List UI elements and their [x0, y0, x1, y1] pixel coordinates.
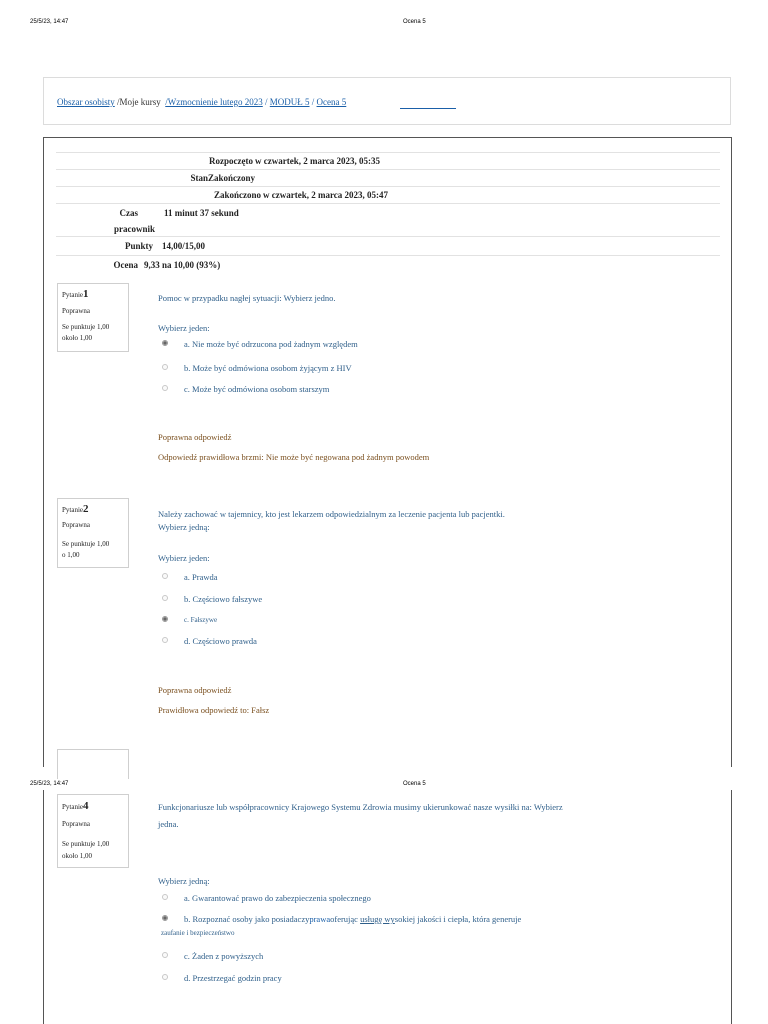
radio[interactable]: [162, 595, 168, 601]
breadcrumb-my-courses[interactable]: Moje kursy: [119, 97, 161, 107]
radio[interactable]: [162, 952, 168, 958]
question-info-2: Pytanie2 Poprawna Se punktuje 1,00 o 1,00: [57, 498, 129, 568]
breadcrumb-container: [43, 77, 731, 125]
feedback-right-answer: Prawidłowa odpowiedź to: Fałsz: [158, 705, 270, 715]
summary-row-points: Punkty 14,00/15,00: [56, 236, 720, 255]
radio[interactable]: [162, 364, 168, 370]
question-info-4: Pytanie4 Poprawna Se punktuje 1,00 około 1,00: [57, 794, 129, 868]
radio[interactable]: [162, 573, 168, 579]
radio-selected[interactable]: [162, 340, 168, 346]
question-status: Poprawna: [62, 521, 90, 529]
radio[interactable]: [162, 974, 168, 980]
radio[interactable]: [162, 385, 168, 391]
radio-selected[interactable]: [162, 616, 168, 622]
attempt-summary-table: [56, 152, 720, 276]
choose-prompt: Wybierz jeden:: [158, 323, 210, 333]
summary-row-grade: Ocena 9,33 na 10,00 (93%): [56, 255, 720, 276]
choose-prompt: Wybierz jedną:: [158, 876, 210, 886]
breadcrumb: Obszar osobisty /Moje kursy /Wzmocnienie lutego 2023 / MODUŁ 5 / Ocena 5: [57, 97, 347, 107]
question-text-4: Funkcjonariusze lub współpracownicy Krajowego Systemu Zdrowia musimy ukierunkować nasze wysiłki na: Wybierz: [158, 802, 563, 812]
summary-row-state: Stan Zakończony: [56, 169, 720, 186]
question-info-3: [57, 749, 129, 779]
question-info-1: Pytanie1 Poprawna Se punktuje 1,00 około 1,00: [57, 283, 129, 352]
summary-row-started: Rozpoczęto w czwartek, 2 marca 2023, 05:35: [56, 152, 720, 169]
summary-row-finished: Zakończono w czwartek, 2 marca 2023, 05:47: [56, 186, 720, 203]
print-datetime: 25/5/23, 14:47: [30, 781, 69, 787]
print-datetime: 25/5/23, 14:47: [30, 19, 69, 25]
quiz-review-panel-continued: Pytanie4 Poprawna Se punktuje 1,00 około 1,00 Funkcjonariusze lub współpracownicy Krajowego Systemu Zdrowia musimy ukierunkować nasze wysiłki na: Wybierz jedna. Wybierz jedną: a. Gwarantować prawo do zabezpieczenia społecznego b. Rozpoznać osoby jako posiadaczyprawaoferując usługę wysokiej jakości i ciepła, która generuje zaufanie i bezpieczeństwo c. Żaden z powyższych d. Przestrzegać godzin pracy: [43, 790, 732, 1024]
question-text-1: Pomoc w przypadku nagłej sytuacji: Wybierz jedno.: [158, 293, 336, 303]
question-status: Poprawna: [62, 307, 90, 315]
breadcrumb-module-link[interactable]: MODUŁ 5: [269, 97, 310, 107]
question-status: Poprawna: [62, 820, 90, 828]
feedback-correct: Poprawna odpowiedź: [158, 432, 232, 442]
summary-row-time: Czas pracownik 11 minut 37 sekund: [56, 203, 720, 236]
radio[interactable]: [162, 637, 168, 643]
breadcrumb-course-link[interactable]: /Wzmocnienie lutego 2023: [165, 97, 263, 107]
radio-selected[interactable]: [162, 915, 168, 921]
print-title: Ocena 5: [403, 19, 426, 25]
radio[interactable]: [162, 894, 168, 900]
feedback-right-answer: Odpowiedź prawidłowa brzmi: Nie może być negowana pod żadnym powodem: [158, 452, 430, 462]
quiz-review-panel: Rozpoczęto w czwartek, 2 marca 2023, 05:35 Stan Zakończony Zakończono w czwartek, 2 marca 2023, 05:47 Czas pracownik 11 minut 37 sekund Punkty 14,00/15,00 Ocena 9,33 na 10,00 (93%) Pytanie1 Poprawna Se punktuje 1,00 około 1,00 Pomoc w przypadku nagłej sytuacji: Wybierz jedno. Wybierz jeden: a. Nie może być odrzucona pod żadnym względem b. Może być odmówiona osobom żyjącym z HIV c. Może być odmówiona osobom starszym Poprawna odpowiedź Odpowiedź prawidłowa brzmi: Nie może być negowana pod żadnym powodem Pytanie2 Poprawna Se punktuje 1,00 o 1,00 Należy zachować w tajemnicy, kto jest lekarzem odpowiedzialnym za leczenie pacjenta lub pacjentki. Wybierz jedną: Wybierz jeden: a. Prawda b. Częściowo fałszywe c. Fałszywe d. Częściowo prawda Poprawna odpowiedź Prawidłowa odpowiedź to: Fałsz: [43, 137, 732, 767]
choose-prompt: Wybierz jeden:: [158, 553, 210, 563]
breadcrumb-home-link[interactable]: Obszar osobisty: [57, 97, 115, 107]
breadcrumb-quiz-link[interactable]: Ocena 5: [316, 97, 347, 107]
feedback-correct: Poprawna odpowiedź: [158, 685, 232, 695]
breadcrumb-underline: [400, 108, 456, 109]
print-title: Ocena 5: [403, 781, 426, 787]
question-text-2: Należy zachować w tajemnicy, kto jest lekarzem odpowiedzialnym za leczenie pacjenta lub pacjentki.: [158, 509, 505, 519]
